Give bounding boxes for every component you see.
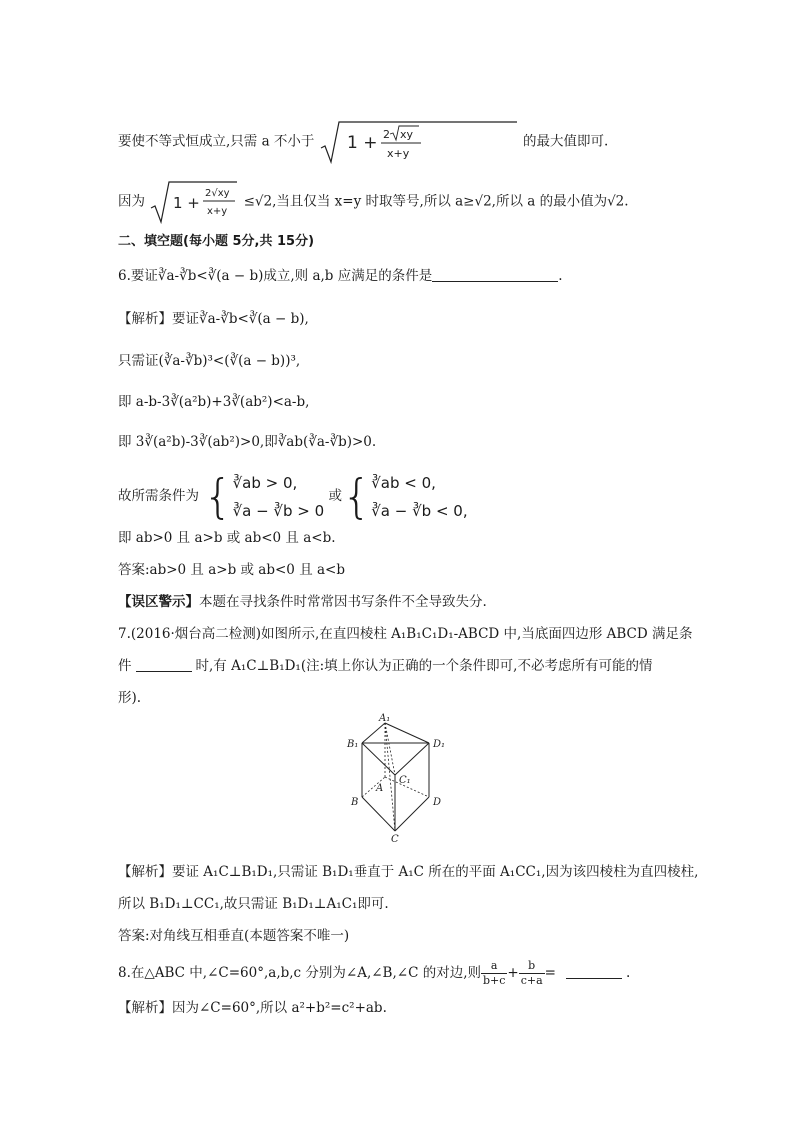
svg-text:x+y: x+y (207, 206, 228, 217)
condition-1b: ∛a − ∛b > 0 (232, 501, 325, 520)
solution-line-2 (118, 180, 629, 224)
warning-note (118, 592, 487, 612)
or-word: 或 (328, 488, 342, 504)
solution-7-line-2 (118, 894, 389, 914)
warning-label: 【误区警示】 (118, 594, 199, 610)
solution-7-line-2-text: 所以 B₁D₁⊥CC₁,故只需证 B₁D₁⊥A₁C₁即可. (118, 896, 389, 912)
question-7-line-1 (118, 624, 693, 644)
vertex-label: D (433, 797, 442, 808)
question-6-end: . (558, 268, 563, 284)
condition-set-2 (371, 469, 467, 525)
left-brace-icon: { (341, 469, 372, 524)
answer-7-text: 答案:对角线互相垂直(本题答案不唯一) (118, 928, 350, 944)
svg-text:1 +: 1 + (173, 194, 201, 212)
condition-set-1 (233, 469, 325, 525)
solution-6-line-5 (118, 468, 468, 525)
question-7-line-1-text: 7.(2016·烟台高二检测)如图所示,在直四棱柱 A₁B₁C₁D₁-ABCD 中,当底面四边形 ABCD 满足条 (118, 626, 693, 642)
solution-6-line-3-text: 即 a-b-3∛(a²b)+3∛(ab²)<a-b, (118, 394, 310, 410)
fraction-2-den: c+a (520, 974, 543, 987)
svg-text:1 +: 1 + (346, 133, 378, 153)
vertex-label: B₁ (347, 739, 359, 750)
solution-6-line-6 (118, 528, 336, 548)
svg-text:2√xy: 2√xy (205, 188, 230, 199)
answer-blank[interactable] (136, 657, 192, 672)
fraction-2 (519, 959, 545, 988)
fraction-2-num: b (519, 959, 545, 974)
solution-8-line-1-text: 【解析】因为∠C=60°,所以 a²+b²=c²+ab. (118, 1000, 387, 1016)
solution-7-line-1-text: 【解析】要证 A₁C⊥B₁D₁,只需证 B₁D₁垂直于 A₁C 所在的平面 A₁CC₁,因为该四棱柱为直四棱柱, (118, 864, 699, 880)
question-8 (118, 956, 630, 990)
vertex-label: A₁ (379, 713, 391, 724)
warning-text: 本题在寻找条件时常常因书写条件不全导致失分. (199, 594, 487, 610)
vertex-label: D₁ (433, 739, 446, 750)
question-6 (118, 266, 563, 286)
vertex-label: B (351, 797, 359, 808)
question-7-line-3 (118, 688, 141, 708)
svg-text:xy: xy (399, 128, 413, 141)
radical-sign-icon (319, 120, 519, 164)
answer-blank[interactable] (432, 267, 558, 282)
line-2-rest: ≤√2,当且仅当 x=y 时取等号,所以 a≥√2,所以 a 的最小值为√2. (243, 193, 629, 210)
solution-6-line-4-text: 即 3∛(a²b)-3∛(ab²)>0,即∛ab(∛a-∛b)>0. (118, 434, 377, 450)
line-2-prefix: 因为 (118, 193, 145, 210)
line-1-suffix: 的最大值即可. (523, 133, 609, 150)
answer-7 (118, 926, 349, 946)
svg-text:2: 2 (382, 128, 390, 141)
question-7-line-2 (118, 656, 652, 676)
solution-line-1 (118, 120, 608, 164)
section-heading (118, 232, 314, 252)
question-8-prefix: 8.在△ABC 中,∠C=60°,a,b,c 分别为∠A,∠B,∠C 的对边,则 (118, 965, 481, 981)
answer-6 (118, 560, 345, 580)
solution-6-line-4 (118, 432, 376, 452)
vertex-label: C (391, 834, 399, 843)
solution-6-line-1-text: 【解析】要证∛a-∛b<∛(a − b), (118, 311, 309, 327)
question-6-text: 6.要证∛a-∛b<∛(a − b)成立,则 a,b 应满足的条件是 (118, 268, 433, 284)
svg-text:x+y: x+y (386, 147, 409, 160)
radical-sign-icon (149, 180, 239, 224)
fraction-1 (481, 959, 507, 988)
solution-6-line-3 (118, 392, 309, 412)
solution-6-line-6-text: 即 ab>0 且 a>b 或 ab<0 且 a<b. (118, 530, 336, 546)
prism-figure (343, 713, 453, 843)
solution-6-line-2 (118, 351, 300, 371)
condition-2a: ∛ab < 0, (371, 473, 436, 492)
solution-8-line-1 (118, 998, 387, 1018)
solution-6-line-2-text: 只需证(∛a-∛b)³<(∛(a − b))³, (118, 353, 301, 369)
line-1-prefix: 要使不等式恒成立,只需 a 不小于 (118, 133, 315, 150)
plus-sign: + (507, 965, 519, 981)
question-7-line-3-text: 形). (118, 690, 142, 706)
condition-1a: ∛ab > 0, (232, 473, 298, 492)
solution-6-line-1 (118, 309, 309, 329)
question-7-line-2b: 时,有 A₁C⊥B₁D₁(注:填上你认为正确的一个条件即可,不必考虑所有可能的情 (195, 658, 653, 674)
left-brace-icon: { (203, 469, 233, 524)
question-7-line-2a: 件 (118, 658, 132, 674)
fraction-1-num: a (481, 959, 507, 974)
section-heading-text: 二、填空题(每小题 5分,共 15分) (118, 234, 315, 249)
vertex-label: A (376, 783, 384, 794)
answer-blank[interactable] (566, 964, 622, 979)
answer-6-text: 答案:ab>0 且 a>b 或 ab<0 且 a<b (118, 562, 345, 578)
condition-2b: ∛a − ∛b < 0, (371, 501, 468, 520)
vertex-label: C₁ (399, 775, 411, 786)
question-8-end: . (625, 965, 631, 981)
solution-6-line-5-prefix: 故所需条件为 (118, 488, 199, 504)
radical-expression-1 (319, 120, 519, 164)
solution-7-line-1 (118, 862, 698, 882)
equals-sign: = (544, 965, 556, 981)
fraction-1-den: b+c (483, 974, 506, 987)
